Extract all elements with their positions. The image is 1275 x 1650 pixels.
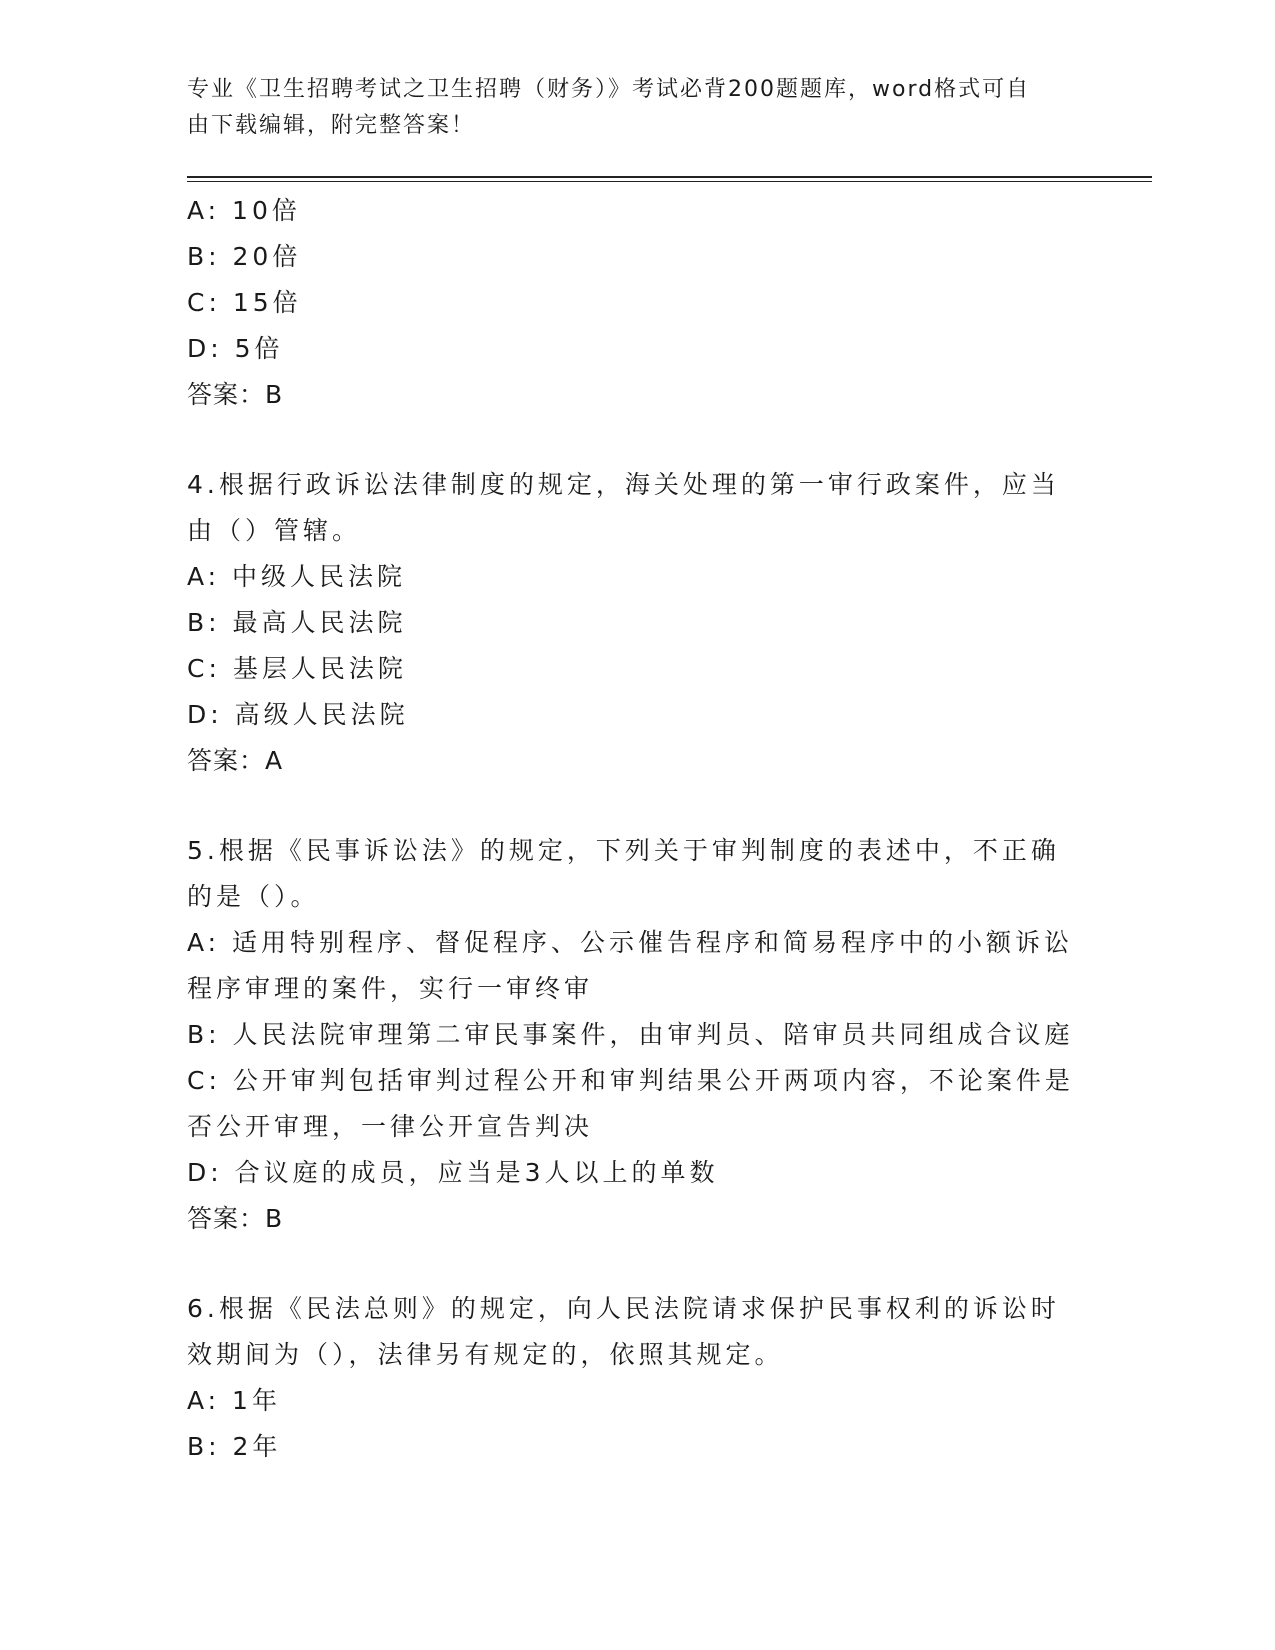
option-b: B: 20倍 <box>187 242 302 271</box>
option-a-continued: 程序审理的案件，实行一审终审 <box>187 974 594 1003</box>
option-c-continued: 否公开审理，一律公开宣告判决 <box>187 1112 594 1141</box>
option-a: A: 1年 <box>187 1386 281 1415</box>
question-stem: 4.根据行政诉讼法律制度的规定，海关处理的第一审行政案件，应当 <box>187 470 1060 499</box>
option-c: C: 基层人民法院 <box>187 654 407 683</box>
option-d: D: 5倍 <box>187 334 284 363</box>
question-stem: 5.根据《民事诉讼法》的规定，下列关于审判制度的表述中，不正确 <box>187 836 1060 865</box>
spacer <box>187 784 1087 828</box>
header-line-1: 专业《卫生招聘考试之卫生招聘（财务）》考试必背200题题库，word格式可自 <box>187 77 1031 102</box>
question-stem-continued: 由（）管辖。 <box>187 516 362 545</box>
spacer <box>187 418 1087 462</box>
option-a: A: 10倍 <box>187 196 301 225</box>
spacer <box>187 1242 1087 1286</box>
option-b: B: 最高人民法院 <box>187 608 407 637</box>
document-header <box>187 72 1067 144</box>
header-line-2: 由下载编辑，附完整答案！ <box>187 113 476 138</box>
option-b: B: 2年 <box>187 1432 282 1461</box>
question-stem-continued: 的是（）。 <box>187 882 320 911</box>
option-c: C: 公开审判包括审判过程公开和审判结果公开两项内容，不论案件是 <box>187 1066 1074 1095</box>
question-block-5 <box>187 828 1087 1242</box>
question-block-4 <box>187 462 1087 784</box>
question-stem: 6.根据《民法总则》的规定，向人民法院请求保护民事权利的诉讼时 <box>187 1294 1060 1323</box>
answer-line: 答案：A <box>187 746 284 775</box>
question-block-3 <box>187 188 1087 418</box>
answer-line: 答案：B <box>187 380 284 409</box>
question-block-6 <box>187 1286 1087 1470</box>
answer-line: 答案：B <box>187 1204 284 1233</box>
question-stem-continued: 效期间为（），法律另有规定的，依照其规定。 <box>187 1340 784 1369</box>
question-list <box>187 188 1087 1470</box>
option-a: A: 中级人民法院 <box>187 562 407 591</box>
option-b: B: 人民法院审理第二审民事案件，由审判员、陪审员共同组成合议庭 <box>187 1020 1074 1049</box>
option-d: D: 合议庭的成员，应当是3人以上的单数 <box>187 1158 719 1187</box>
option-a: A: 适用特别程序、督促程序、公示催告程序和简易程序中的小额诉讼 <box>187 928 1074 957</box>
option-d: D: 高级人民法院 <box>187 700 409 729</box>
option-c: C: 15倍 <box>187 288 302 317</box>
header-divider <box>187 176 1152 182</box>
